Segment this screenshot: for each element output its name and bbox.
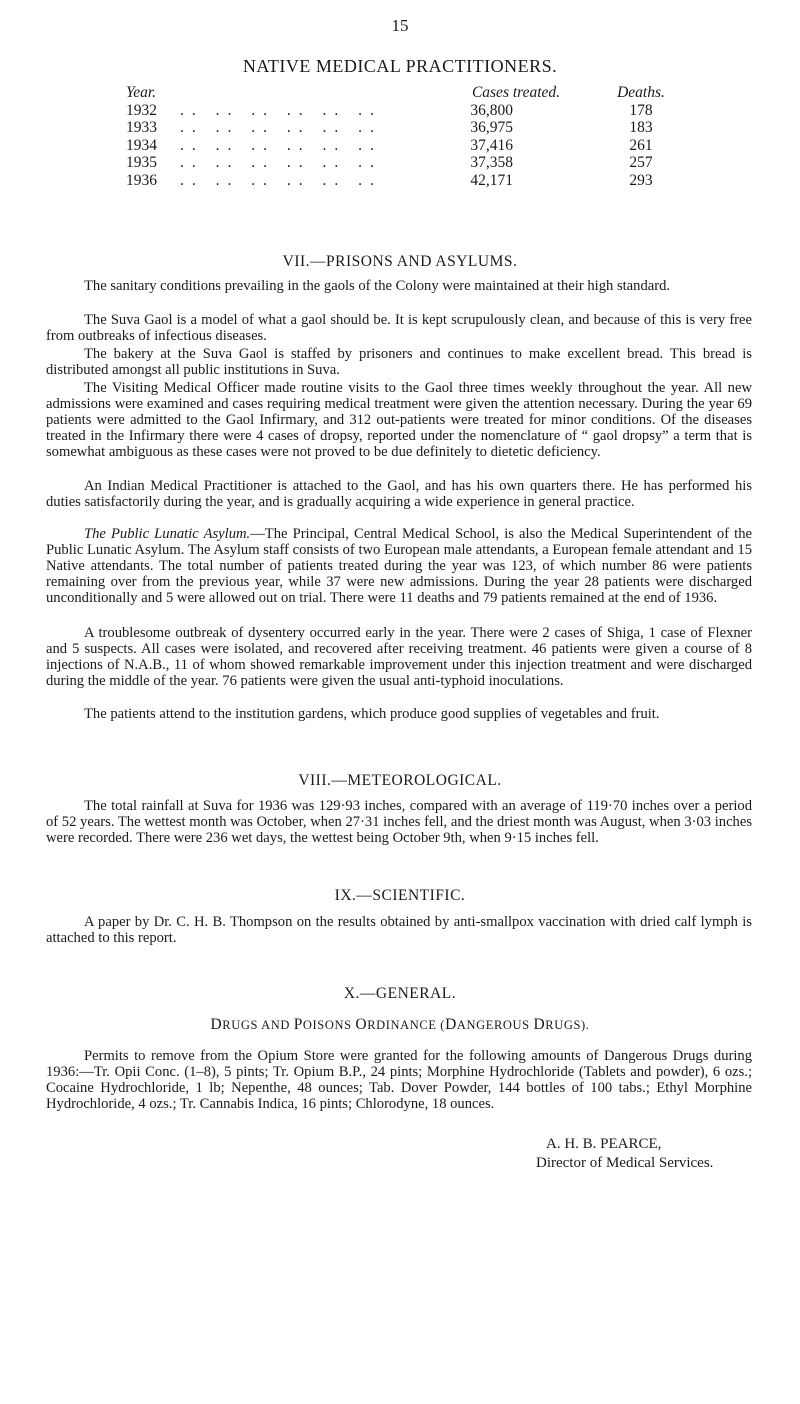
paragraph-lunatic-asylum <box>46 526 752 606</box>
row-year: 1935 <box>126 154 157 171</box>
paragraph-rainfall: The total rainfall at Suva for 1936 was 129·93 inches, compared with an average of 119·70 inches over a period of 52 years. The wettest month was October, when 27·31 inches fell, and the driest month was August, when 3·03 inches were recorded. There were 236 wet days, the wettest being October 9th, when 9·15 inches fell. <box>46 798 752 846</box>
row-deaths: 261 <box>629 136 653 154</box>
leader-dots: .. .. .. .. .. .. <box>180 154 382 171</box>
subheading-part: D <box>533 1016 546 1033</box>
table-row <box>126 119 691 137</box>
table-row <box>126 102 691 120</box>
signature-name: A. H. B. PEARCE, <box>546 1136 662 1152</box>
subheading-part: D <box>210 1016 223 1033</box>
paragraph-sanitary: The sanitary conditions prevailing in the gaols of the Colony were maintained at their high standard. <box>84 278 671 294</box>
paragraph-bakery: The bakery at the Suva Gaol is staffed by prisoners and continues to make excellent bread. This bread is distributed amongst all public institutions in Suva. <box>46 346 752 378</box>
row-deaths: 293 <box>629 171 653 189</box>
header-cases: Cases treated. <box>471 84 561 101</box>
table-row <box>126 154 691 172</box>
asylum-title: The Public Lunatic Asylum. <box>84 526 251 542</box>
practitioners-stats-table <box>126 84 691 189</box>
subheading-part: RUGS). <box>545 1018 590 1032</box>
leader-dots: .. .. .. .. .. .. <box>180 136 382 154</box>
paragraph-scientific: A paper by Dr. C. H. B. Thompson on the results obtained by anti-smallpox vaccination with dried calf lymph is attached to this report. <box>46 914 752 946</box>
subheading-part: ANGEROUS <box>456 1018 534 1032</box>
subheading-part: RDINANCE ( <box>367 1018 446 1032</box>
subheading-part: RUGS AND <box>222 1018 294 1032</box>
row-cases: 37,358 <box>470 154 513 171</box>
row-cases: 37,416 <box>470 136 513 154</box>
subheading-part: O <box>355 1016 368 1033</box>
subheading-part: D <box>445 1016 457 1033</box>
header-year: Year. <box>126 84 157 101</box>
paragraph-drug-permits: Permits to remove from the Opium Store were granted for the following amounts of Dangerous Drugs during 1936:—Tr. Opii Conc. (1–8), 5 pints; Tr. Opium B.P., 24 pints; Morphine Hydrochloride (Tablets and powder), 6 ozs.; Cocaine Hydrochloride, 1 lb; Nepenthe, 48 ounces; Tab. Dover Powder, 144 bottles of 100 tabs.; Ethyl Morphine Hydrochloride, 4 ozs.; Tr. Cannabis Indica, 16 pints; Chlorodyne, 18 ounces. <box>46 1048 752 1112</box>
leader-dots: .. .. .. .. .. .. <box>180 101 382 119</box>
row-year: 1932 <box>126 101 157 119</box>
table-header <box>126 84 691 102</box>
paragraph-visiting-officer: The Visiting Medical Officer made routine visits to the Gaol three times weekly throughout the year. All new admissions were examined and cases requiring medical treatment were given the attention necessary. During the year 69 patients were admitted to the Gaol Infirmary, and 312 out-patients were treated for minor conditions. Of the diseases treated in the Infirmary there were 4 cases of dropsy, reported under the nomenclature of “ gaol dropsy” a term that is somewhat ambiguous as these cases were not proved to be due definitely to dietetic deficiency. <box>46 380 752 460</box>
signature-block <box>536 1135 713 1173</box>
row-cases: 42,171 <box>470 171 513 189</box>
asylum-text: —The Principal, Central Medical School, is also the Medical Superintendent of the Public Lunatic Asylum. The Asylum staff consists of two European male attendants, a European female attendant and 15 Native attendants. The total number of patients treated during the year was 123, of which number 86 were patients remaining over from the previous year, while 37 were new admissions. During the year 28 patients were discharged unconditionally and 5 were allowed out on trial. There were 11 deaths and 79 patients remained at the end of 1936. <box>46 526 752 606</box>
subheading-drugs-ordinance <box>0 1016 800 1034</box>
page-title: NATIVE MEDICAL PRACTITIONERS. <box>242 56 558 76</box>
paragraph-dysentery: A troublesome outbreak of dysentery occurred early in the year. There were 2 cases of Shiga, 1 case of Flexner and 5 suspects. All cases were isolated, and recovered after receiving treatment. 46 patients were given a course of 8 injections of N.A.B., 11 of whom showed remarkable improvement under this injection treatment and were discharged during the middle of the year. 76 patients were given the usual anti-typhoid inoculations. <box>46 625 752 689</box>
row-deaths: 183 <box>629 119 653 136</box>
header-deaths: Deaths. <box>617 84 665 101</box>
section-heading-prisons: VII.—PRISONS AND ASYLUMS. <box>282 253 518 270</box>
section-heading-scientific: IX.—SCIENTIFIC. <box>334 887 466 904</box>
section-heading-meteorological: VIII.—METEOROLOGICAL. <box>298 772 502 789</box>
row-cases: 36,800 <box>470 101 513 119</box>
table-row <box>126 137 691 155</box>
paragraph-suva-gaol: The Suva Gaol is a model of what a gaol should be. It is kept scrupulously clean, and because of this is very free from outbreaks of infectious diseases. <box>46 312 752 344</box>
table-row <box>126 172 691 190</box>
subheading-part: P <box>293 1016 303 1033</box>
row-year: 1936 <box>126 171 157 189</box>
leader-dots: .. .. .. .. .. .. <box>180 171 382 189</box>
leader-dots: .. .. .. .. .. .. <box>180 119 382 136</box>
page-number: 15 <box>391 16 409 35</box>
row-year: 1933 <box>126 119 157 136</box>
paragraph-gardens: The patients attend to the institution gardens, which produce good supplies of vegetables and fruit. <box>84 706 660 722</box>
paragraph-indian-practitioner: An Indian Medical Practitioner is attached to the Gaol, and has his own quarters there. He has performed his duties satisfactorily during the year, and is gradually acquiring a wide experience in general practice. <box>46 478 752 510</box>
row-cases: 36,975 <box>470 119 513 136</box>
subheading-part: OISONS <box>302 1018 356 1032</box>
section-heading-general: X.—GENERAL. <box>343 985 457 1002</box>
signature-position: Director of Medical Services. <box>536 1155 714 1171</box>
row-year: 1934 <box>126 136 157 154</box>
row-deaths: 178 <box>629 101 653 119</box>
row-deaths: 257 <box>629 154 653 171</box>
